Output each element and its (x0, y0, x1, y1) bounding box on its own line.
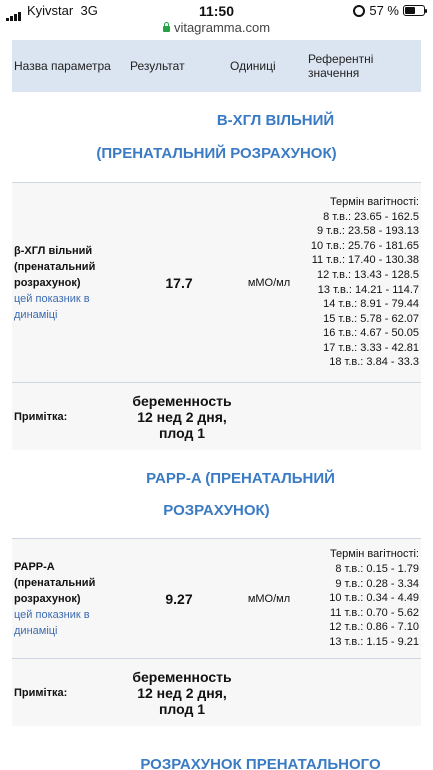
result-value: 9.27 (165, 590, 193, 607)
note-row (12, 658, 421, 726)
results-content (12, 40, 421, 770)
ref-title: Термін вагітності: (329, 548, 419, 561)
carrier-label: Kyivstar 3G (27, 3, 98, 18)
url-bar[interactable] (0, 20, 433, 38)
section-title: PAPP-A (ПРЕНАТАЛЬНИЙ (146, 470, 335, 487)
battery-percent: 57 % (369, 3, 399, 18)
ref-line: 16 т.в.: 4.67 - 50.05 (323, 327, 419, 340)
ref-line: 8 т.в.: 23.65 - 162.5 (323, 210, 419, 223)
param-name: PAPP-A (пренатальний розрахунок) (14, 560, 96, 605)
reference-values (308, 547, 421, 649)
section-subtitle: (ПРЕНАТАЛЬНИЙ РОЗРАХУНОК) (96, 145, 337, 162)
param-name: β-ХГЛ вільний (пренатальний розрахунок) (14, 244, 96, 289)
ref-line: 15 т.в.: 5.78 - 62.07 (323, 312, 419, 325)
reference-values (308, 195, 421, 370)
unit-label: мМО/мл (247, 276, 291, 289)
ref-title: Термін вагітності: (329, 195, 419, 208)
ref-line: 11 т.в.: 0.70 - 5.62 (330, 606, 419, 619)
status-bar (0, 0, 433, 22)
table-row (12, 182, 421, 382)
table-row (12, 538, 421, 658)
ref-line: 10 т.в.: 25.76 - 181.65 (310, 239, 419, 252)
ref-line: 13 т.в.: 1.15 - 9.21 (329, 635, 419, 648)
unit-label: мМО/мл (247, 592, 291, 605)
ref-line: 17 т.в.: 3.33 - 42.81 (323, 341, 419, 354)
section-bhcg (12, 112, 421, 450)
ref-line: 12 т.в.: 0.86 - 7.10 (329, 621, 419, 634)
ref-line: 9 т.в.: 0.28 - 3.34 (335, 577, 419, 590)
ref-line: 10 т.в.: 0.34 - 4.49 (329, 592, 419, 605)
ref-line: 11 т.в.: 17.40 - 130.38 (311, 254, 419, 267)
dynamics-link[interactable]: цей показник в динаміці (14, 608, 90, 637)
battery-icon (403, 5, 425, 16)
result-value: 17.7 (165, 274, 193, 291)
ref-line: 9 т.в.: 23.58 - 193.13 (316, 225, 419, 238)
section-pappa (12, 470, 421, 726)
clock: 11:50 (198, 3, 235, 19)
ref-line: 8 т.в.: 0.15 - 1.79 (335, 563, 419, 576)
note-row (12, 382, 421, 450)
header-param: Назва параметра (14, 59, 111, 73)
ref-line: 13 т.в.: 14.21 - 114.7 (317, 283, 419, 296)
url-domain: vitagramma.com (173, 20, 271, 35)
header-ref: Референтні значення (308, 52, 374, 80)
ref-line: 14 т.в.: 8.91 - 79.44 (323, 298, 419, 311)
table-header (12, 40, 421, 92)
section-subtitle: РОЗРАХУНОК) (163, 502, 270, 519)
header-result: Результат (130, 59, 185, 73)
header-units: Одиниці (230, 59, 276, 73)
note-label: Примітка: (14, 686, 68, 699)
ref-line: 18 т.в.: 3.84 - 33.3 (329, 356, 419, 369)
ref-line: 12 т.в.: 13.43 - 128.5 (316, 268, 419, 281)
section-title: В-ХГЛ ВІЛЬНИЙ (216, 112, 335, 129)
note-text: беременность 12 нед 2 дня, плод 1 (132, 392, 232, 441)
lock-icon (163, 26, 170, 32)
alarm-icon (353, 5, 365, 17)
dynamics-link[interactable]: цей показник в динаміці (14, 292, 90, 321)
next-section-title: РОЗРАХУНОК ПРЕНАТАЛЬНОГО (140, 756, 381, 770)
note-text: беременность 12 нед 2 дня, плод 1 (132, 668, 232, 717)
note-label: Примітка: (14, 410, 68, 423)
